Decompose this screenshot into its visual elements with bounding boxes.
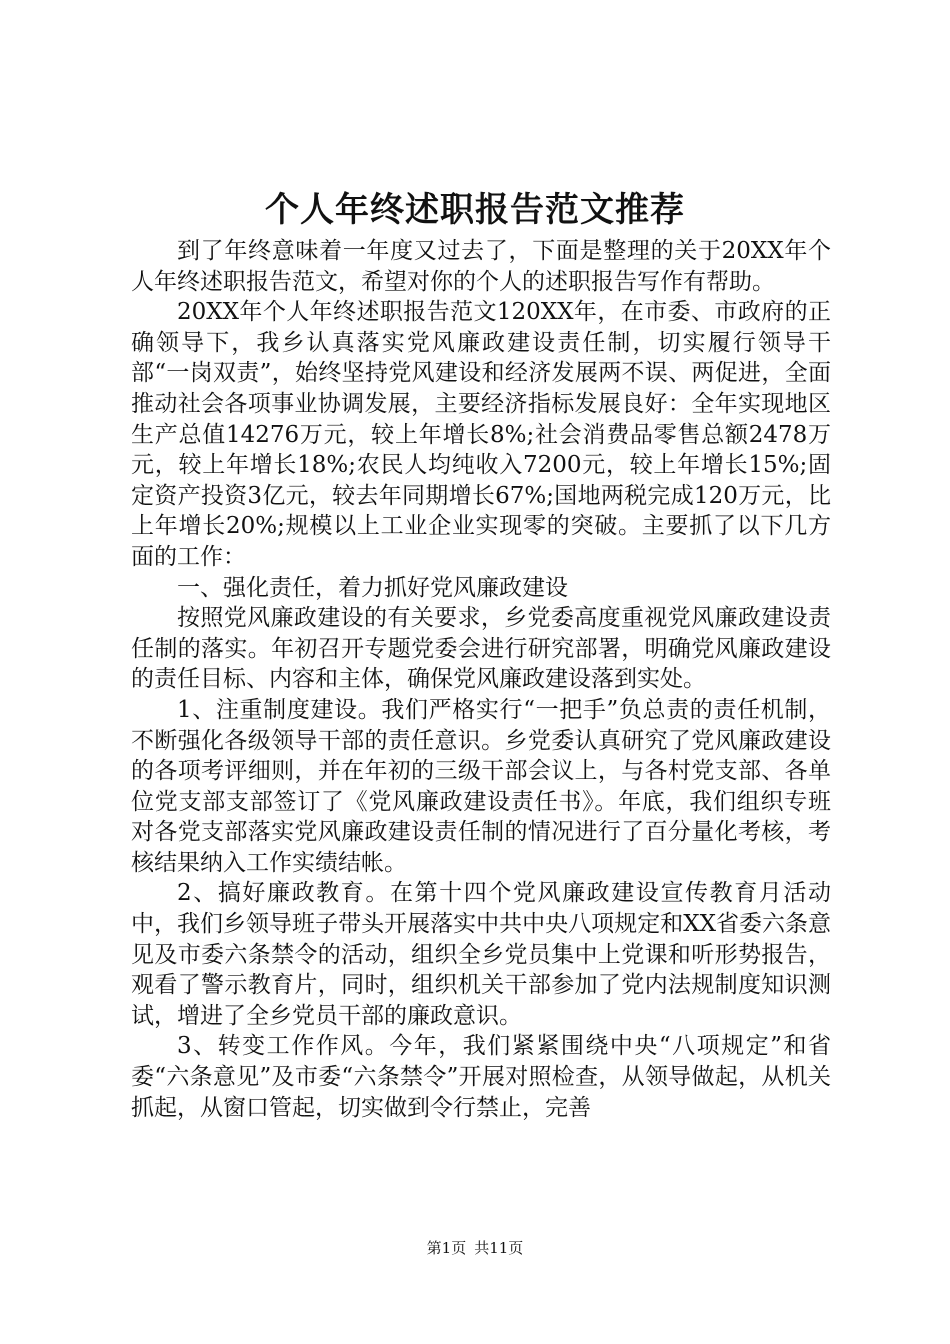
paragraph-item-3: 3、转变工作作风。今年，我们紧紧围绕中央“八项规定”和省委“六条意见”及市委“六条禁令”开展对照检查，从领导做起，从机关抓起，从窗口管起，切实做到令行禁止，完善 [131, 1033, 831, 1121]
paragraph-section-intro: 按照党风廉政建设的有关要求，乡党委高度重视党风廉政建设责任制的落实。年初召开专题党委会进行研究部署，明确党风廉政建设的责任目标、内容和主体，确保党风廉政建设落到实处。 [131, 605, 831, 693]
paragraph-overview: 20XX年个人年终述职报告范文120XX年，在市委、市政府的正确领导下，我乡认真落实党风廉政建设责任制，切实履行领导干部“一岗双责”，始终坚持党风建设和经济发展两不误、两促进，全面推动社会各项事业协调发展，主要经济指标发展良好：全年实现地区生产总值14276万元，较上年增长8%;社会消费品零售总额2478万元，较上年增长18%;农民人均纯收入7200元，较上年增长15%;固定资产投资3亿元，较去年同期增长67%;国地两税完成120万元，比上年增长20%;规模以上工业企业实现零的突破。主要抓了以下几方面的工作： [131, 299, 831, 570]
page-number: 第1页 [426, 1239, 467, 1257]
section-heading: 一、强化责任，着力抓好党风廉政建设 [177, 574, 568, 601]
paragraph-item-1: 1、注重制度建设。我们严格实行“一把手”负总责的责任机制，不断强化各级领导干部的责任意识。乡党委认真研究了党风廉政建设的各项考评细则，并在年初的三级干部会议上，与各村党支部、各单位党支部支部签订了《党风廉政建设责任书》。年底，我们组织专班对各党支部落实党风廉政建设责任制的情况进行了百分量化考核，考核结果纳入工作实绩结帐。 [131, 696, 831, 876]
paragraph-item-2: 2、搞好廉政教育。在第十四个党风廉政建设宣传教育月活动中，我们乡领导班子带头开展落实中共中央八项规定和XX省委六条意见及市委六条禁令的活动，组织全乡党员集中上党课和听形势报告，观看了警示教育片，同时，组织机关干部参加了党内法规制度知识测试，增进了全乡党员干部的廉政意识。 [131, 880, 831, 1029]
document-title: 个人年终述职报告范文推荐 [265, 190, 685, 230]
page-footer [0, 1238, 950, 1258]
document-body [131, 236, 831, 1123]
paragraph-intro: 到了年终意味着一年度又过去了，下面是整理的关于20XX年个人年终述职报告范文，希望对你的个人的述职报告写作有帮助。 [131, 238, 831, 295]
page-total: 共11页 [474, 1239, 524, 1257]
